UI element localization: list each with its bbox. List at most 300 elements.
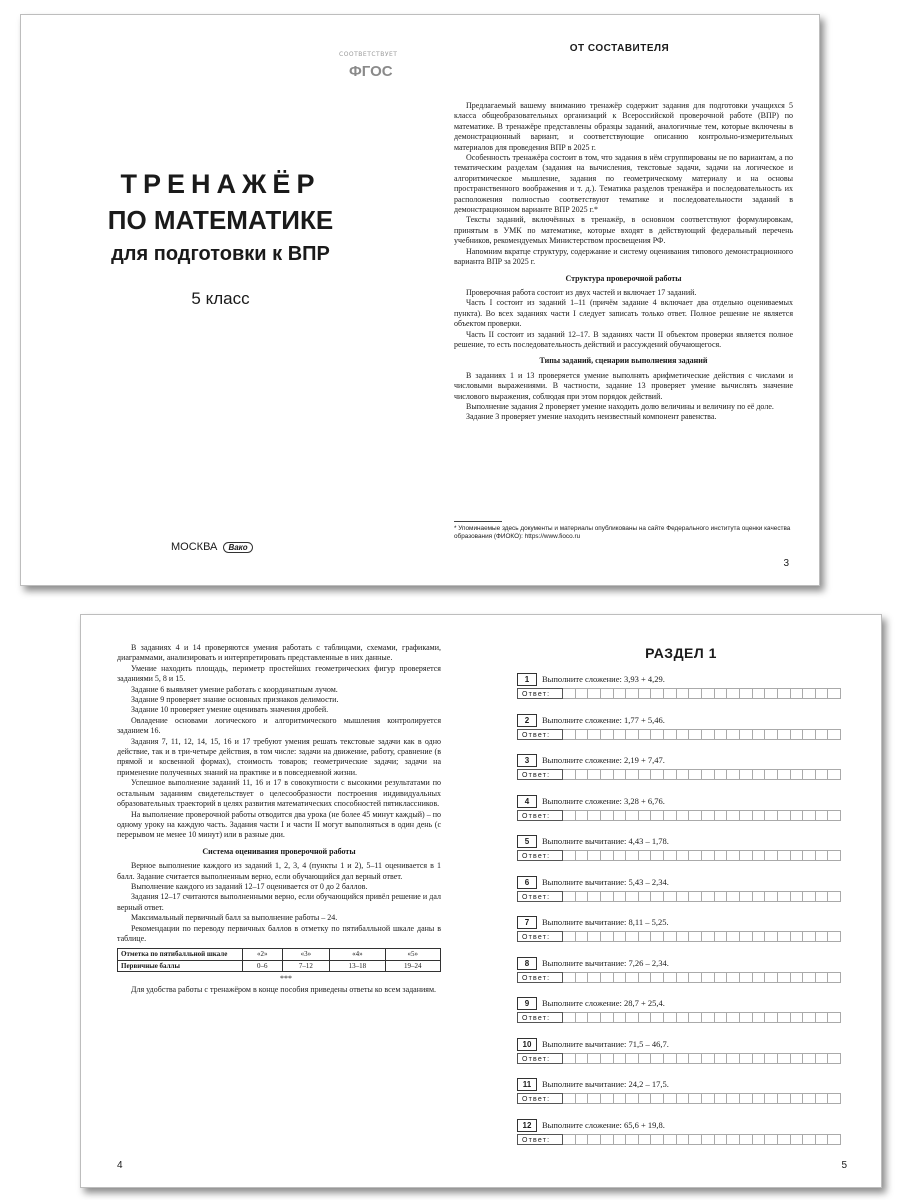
page4-paragraph: Для удобства работы с тренажёром в конце пособия приведены ответы ко всем заданиям.: [131, 984, 437, 994]
score-table-cell: 13–18: [330, 960, 385, 971]
publisher-logo: Вако: [223, 542, 252, 553]
answer-cell[interactable]: [689, 688, 702, 699]
answer-cell[interactable]: [677, 1053, 690, 1064]
answer-cell[interactable]: [639, 1093, 652, 1104]
answer-cell[interactable]: [715, 972, 728, 983]
answer-cell[interactable]: [816, 688, 829, 699]
answer-cell[interactable]: [727, 972, 740, 983]
answer-cell[interactable]: [563, 1093, 576, 1104]
answer-cell[interactable]: [765, 688, 778, 699]
answer-cell[interactable]: [651, 972, 664, 983]
answer-cell[interactable]: [601, 931, 614, 942]
answer-cell[interactable]: [765, 891, 778, 902]
answer-cell[interactable]: [588, 931, 601, 942]
answer-cell[interactable]: [626, 729, 639, 740]
answer-cell[interactable]: [664, 729, 677, 740]
answer-cell[interactable]: [715, 769, 728, 780]
answer-cell[interactable]: [601, 1012, 614, 1023]
answer-cell[interactable]: [563, 1053, 576, 1064]
answer-cell[interactable]: [727, 1012, 740, 1023]
answer-cell[interactable]: [740, 729, 753, 740]
answer-cell[interactable]: [588, 1134, 601, 1145]
task-item: [517, 795, 841, 831]
answer-cell[interactable]: [740, 1053, 753, 1064]
answer-cell[interactable]: [601, 729, 614, 740]
answer-cell[interactable]: [576, 891, 589, 902]
answer-cell[interactable]: [639, 688, 652, 699]
answer-cell[interactable]: [778, 1134, 791, 1145]
answer-cell[interactable]: [651, 1053, 664, 1064]
answer-cell[interactable]: [715, 1093, 728, 1104]
answer-cell[interactable]: [803, 931, 816, 942]
answer-cell[interactable]: [816, 1093, 829, 1104]
answer-cell[interactable]: [803, 729, 816, 740]
answer-cell[interactable]: [614, 850, 627, 861]
answer-cell[interactable]: [791, 769, 804, 780]
answer-cell[interactable]: [715, 1012, 728, 1023]
answer-cell[interactable]: [791, 931, 804, 942]
answer-cell[interactable]: [702, 850, 715, 861]
answer-cell[interactable]: [727, 688, 740, 699]
answer-cell[interactable]: [740, 810, 753, 821]
cover-title-math: ПО МАТЕМАТИКЕ: [107, 205, 334, 235]
answer-cell[interactable]: [677, 931, 690, 942]
answer-cell[interactable]: [689, 891, 702, 902]
answer-cell[interactable]: [778, 1012, 791, 1023]
answer-cell[interactable]: [778, 1053, 791, 1064]
answer-cell[interactable]: [828, 1093, 841, 1104]
score-table-label: Отметка по пятибалльной шкале: [118, 949, 243, 960]
answer-cell[interactable]: [753, 1053, 766, 1064]
answer-cell[interactable]: [563, 729, 576, 740]
answer-cell[interactable]: [601, 1093, 614, 1104]
answer-cell[interactable]: [576, 769, 589, 780]
cover-page: [21, 15, 420, 585]
answer-cell[interactable]: [651, 1012, 664, 1023]
answer-cell[interactable]: [664, 891, 677, 902]
answer-cell[interactable]: [753, 810, 766, 821]
answer-cell[interactable]: [614, 1012, 627, 1023]
answer-cell[interactable]: [740, 1134, 753, 1145]
answer-cell[interactable]: [677, 769, 690, 780]
answer-cell[interactable]: [689, 1093, 702, 1104]
answer-cell[interactable]: [601, 688, 614, 699]
answer-cell[interactable]: [727, 1134, 740, 1145]
answer-cell[interactable]: [816, 1134, 829, 1145]
answer-cell[interactable]: [740, 688, 753, 699]
answer-cell[interactable]: [765, 729, 778, 740]
answer-cell[interactable]: [689, 769, 702, 780]
answer-cell[interactable]: [727, 891, 740, 902]
answer-cell[interactable]: [576, 1093, 589, 1104]
answer-cell[interactable]: [753, 729, 766, 740]
answer-cell[interactable]: [614, 891, 627, 902]
task-text: Выполните сложение: 28,7 + 25,4.: [542, 998, 665, 1008]
answer-cell[interactable]: [803, 1012, 816, 1023]
answer-cell[interactable]: [677, 1012, 690, 1023]
answer-cell[interactable]: [651, 729, 664, 740]
answer-cell[interactable]: [803, 688, 816, 699]
answer-cell[interactable]: [614, 1053, 627, 1064]
answer-cell[interactable]: [778, 729, 791, 740]
answer-cell[interactable]: [740, 1012, 753, 1023]
answer-cell[interactable]: [702, 769, 715, 780]
answer-cell[interactable]: [601, 810, 614, 821]
answer-cell[interactable]: [816, 1053, 829, 1064]
answer-cell[interactable]: [588, 729, 601, 740]
answer-cell[interactable]: [651, 769, 664, 780]
answer-cell[interactable]: [740, 972, 753, 983]
answer-cell[interactable]: [803, 891, 816, 902]
answer-cell[interactable]: [727, 810, 740, 821]
answer-cell[interactable]: [727, 1053, 740, 1064]
answer-cell[interactable]: [563, 891, 576, 902]
answer-cell[interactable]: [689, 810, 702, 821]
answer-cell[interactable]: [588, 810, 601, 821]
answer-cell[interactable]: [791, 850, 804, 861]
answer-cell[interactable]: [588, 769, 601, 780]
answer-cell[interactable]: [715, 688, 728, 699]
answer-cell[interactable]: [803, 810, 816, 821]
answer-cell[interactable]: [626, 1053, 639, 1064]
answer-cell[interactable]: [778, 931, 791, 942]
answer-cell[interactable]: [563, 688, 576, 699]
answer-cell[interactable]: [828, 810, 841, 821]
answer-cell[interactable]: [677, 688, 690, 699]
answer-cell[interactable]: [765, 850, 778, 861]
answer-cell[interactable]: [563, 931, 576, 942]
answer-cell[interactable]: [588, 850, 601, 861]
answer-cell[interactable]: [702, 1053, 715, 1064]
answer-cell[interactable]: [664, 810, 677, 821]
answer-cell[interactable]: [576, 688, 589, 699]
answer-cell[interactable]: [740, 891, 753, 902]
answer-cell[interactable]: [803, 1093, 816, 1104]
publisher: [171, 541, 253, 553]
answer-cell[interactable]: [588, 972, 601, 983]
answer-cell[interactable]: [803, 769, 816, 780]
answer-cell[interactable]: [816, 850, 829, 861]
answer-cell[interactable]: [664, 972, 677, 983]
answer-cell[interactable]: [702, 688, 715, 699]
answer-cell[interactable]: [828, 931, 841, 942]
fgos-logo: [339, 51, 398, 91]
answer-cell[interactable]: [664, 850, 677, 861]
answer-cell[interactable]: [765, 1093, 778, 1104]
answer-cell[interactable]: [791, 1012, 804, 1023]
answer-cell[interactable]: [664, 1053, 677, 1064]
answer-label: Ответ:: [517, 1093, 563, 1104]
answer-cell[interactable]: [715, 850, 728, 861]
answer-row: [517, 972, 841, 983]
answer-cell[interactable]: [677, 1134, 690, 1145]
answer-cell[interactable]: [791, 1134, 804, 1145]
answer-cell[interactable]: [753, 891, 766, 902]
answer-cell[interactable]: [639, 1053, 652, 1064]
answer-label: Ответ:: [517, 1053, 563, 1064]
answer-cell[interactable]: [576, 1134, 589, 1145]
foreword-heading: ОТ СОСТАВИТЕЛЯ: [569, 43, 670, 54]
answer-cell[interactable]: [791, 1093, 804, 1104]
answer-cell[interactable]: [753, 931, 766, 942]
answer-cell[interactable]: [576, 850, 589, 861]
task-text: Выполните вычитание: 71,5 – 46,7.: [542, 1038, 669, 1049]
answer-cell[interactable]: [816, 769, 829, 780]
answer-cell[interactable]: [740, 850, 753, 861]
answer-cell[interactable]: [588, 1053, 601, 1064]
answer-cell[interactable]: [753, 850, 766, 861]
answer-cell[interactable]: [664, 688, 677, 699]
answer-cell[interactable]: [639, 931, 652, 942]
answer-cell[interactable]: [727, 850, 740, 861]
task-item: [517, 957, 841, 993]
answer-cell[interactable]: [664, 931, 677, 942]
answer-cell[interactable]: [576, 972, 589, 983]
answer-cell[interactable]: [664, 1093, 677, 1104]
answer-cell[interactable]: [651, 688, 664, 699]
answer-cell[interactable]: [702, 891, 715, 902]
answer-cell[interactable]: [715, 810, 728, 821]
answer-cell[interactable]: [677, 729, 690, 740]
answer-cell[interactable]: [588, 1093, 601, 1104]
answer-cell[interactable]: [614, 729, 627, 740]
task-number: 3: [517, 754, 537, 767]
answer-cell[interactable]: [651, 850, 664, 861]
answer-cell[interactable]: [753, 1134, 766, 1145]
answer-cell[interactable]: [626, 769, 639, 780]
task-number: 12: [517, 1119, 537, 1132]
answer-cell[interactable]: [791, 810, 804, 821]
answer-cell[interactable]: [601, 1053, 614, 1064]
answer-cell[interactable]: [563, 810, 576, 821]
answer-cell[interactable]: [753, 1093, 766, 1104]
answer-cell[interactable]: [601, 1134, 614, 1145]
answer-cell[interactable]: [740, 931, 753, 942]
answer-cell[interactable]: [715, 729, 728, 740]
answer-cell[interactable]: [702, 810, 715, 821]
task-item: [517, 1078, 841, 1114]
answer-cell[interactable]: [803, 1134, 816, 1145]
answer-cell[interactable]: [601, 972, 614, 983]
answer-cell[interactable]: [639, 850, 652, 861]
answer-cell[interactable]: [791, 891, 804, 902]
answer-cell[interactable]: [588, 891, 601, 902]
answer-cell[interactable]: [677, 810, 690, 821]
answer-cell[interactable]: [651, 1134, 664, 1145]
answer-cell[interactable]: [791, 688, 804, 699]
answer-cell[interactable]: [677, 891, 690, 902]
answer-cell[interactable]: [816, 810, 829, 821]
page-number-4: 4: [117, 1160, 123, 1171]
answer-cell[interactable]: [702, 1012, 715, 1023]
answer-cell[interactable]: [651, 810, 664, 821]
answer-cell[interactable]: [828, 729, 841, 740]
answer-cell[interactable]: [639, 972, 652, 983]
answer-cell[interactable]: [614, 1093, 627, 1104]
answer-cell[interactable]: [614, 1134, 627, 1145]
answer-cell[interactable]: [740, 1093, 753, 1104]
answer-cell[interactable]: [689, 972, 702, 983]
answer-row: [517, 688, 841, 699]
answer-cell[interactable]: [626, 810, 639, 821]
answer-cell[interactable]: [753, 688, 766, 699]
answer-cell[interactable]: [715, 891, 728, 902]
task-text: Выполните вычитание: 4,43 – 1,78.: [542, 836, 669, 846]
answer-cell[interactable]: [778, 1093, 791, 1104]
answer-label: Ответ:: [517, 1012, 563, 1023]
answer-cell[interactable]: [563, 972, 576, 983]
score-table-cell: 19–24: [385, 960, 440, 971]
answer-cell[interactable]: [816, 1012, 829, 1023]
answer-cell[interactable]: [816, 729, 829, 740]
answer-cell[interactable]: [828, 769, 841, 780]
answer-cell[interactable]: [727, 1093, 740, 1104]
answer-cell[interactable]: [626, 688, 639, 699]
answer-cell[interactable]: [639, 891, 652, 902]
answer-cell[interactable]: [689, 850, 702, 861]
answer-cell[interactable]: [626, 1093, 639, 1104]
answer-cell[interactable]: [765, 1134, 778, 1145]
answer-cell[interactable]: [614, 688, 627, 699]
answer-cell[interactable]: [626, 972, 639, 983]
answer-cell[interactable]: [639, 729, 652, 740]
answer-cell[interactable]: [576, 931, 589, 942]
answer-cell[interactable]: [828, 850, 841, 861]
answer-cell[interactable]: [626, 931, 639, 942]
answer-cell[interactable]: [601, 891, 614, 902]
answer-cell[interactable]: [677, 850, 690, 861]
answer-cell[interactable]: [816, 972, 829, 983]
answer-cell[interactable]: [702, 729, 715, 740]
answer-cell[interactable]: [639, 1134, 652, 1145]
answer-cell[interactable]: [601, 850, 614, 861]
answer-cell[interactable]: [601, 769, 614, 780]
page-number-3: 3: [783, 558, 789, 569]
answer-cell[interactable]: [677, 1093, 690, 1104]
answer-cell[interactable]: [828, 1134, 841, 1145]
answer-cell[interactable]: [765, 810, 778, 821]
answer-cell[interactable]: [651, 891, 664, 902]
answer-label: Ответ:: [517, 769, 563, 780]
section-title: РАЗДЕЛ 1: [645, 645, 717, 661]
answer-cell[interactable]: [828, 1012, 841, 1023]
answer-cell[interactable]: [563, 1134, 576, 1145]
page4-paragraph: Успешное выполнение заданий 11, 16 и 17 в совокупности с высокими результатами по остальным заданиям свидетельствует о целесообразности построения индивидуальных образовательных траекторий в целях развития математических способностей пятиклассников.: [117, 778, 441, 809]
answer-cell[interactable]: [727, 931, 740, 942]
answer-cell[interactable]: [614, 810, 627, 821]
answer-cell[interactable]: [727, 729, 740, 740]
page-number-5: 5: [841, 1160, 847, 1171]
answer-cell[interactable]: [702, 972, 715, 983]
answer-cell[interactable]: [765, 931, 778, 942]
answer-cell[interactable]: [626, 850, 639, 861]
answer-cell[interactable]: [689, 1053, 702, 1064]
answer-cell[interactable]: [563, 769, 576, 780]
answer-cell[interactable]: [639, 810, 652, 821]
answer-cell[interactable]: [588, 1012, 601, 1023]
answer-cell[interactable]: [791, 1053, 804, 1064]
answer-cell[interactable]: [816, 931, 829, 942]
answer-cell[interactable]: [702, 1093, 715, 1104]
answer-cell[interactable]: [791, 972, 804, 983]
answer-cell[interactable]: [778, 688, 791, 699]
answer-cell[interactable]: [626, 891, 639, 902]
answer-cell[interactable]: [664, 1012, 677, 1023]
answer-cell[interactable]: [651, 931, 664, 942]
answer-cell[interactable]: [715, 931, 728, 942]
answer-cell[interactable]: [778, 810, 791, 821]
answer-cell[interactable]: [664, 769, 677, 780]
answer-cell[interactable]: [689, 1134, 702, 1145]
answer-cell[interactable]: [651, 1093, 664, 1104]
answer-cell[interactable]: [588, 688, 601, 699]
answer-cell[interactable]: [828, 688, 841, 699]
answer-cell[interactable]: [765, 1012, 778, 1023]
answer-label: Ответ:: [517, 850, 563, 861]
answer-row: [517, 891, 841, 902]
answer-cell[interactable]: [702, 931, 715, 942]
foreword-paragraph: Напомним вкратце структуру, содержание и систему оценивания типового демонстрационного варианта ВПР за 2025 г.: [454, 246, 793, 267]
answer-cell[interactable]: [614, 769, 627, 780]
answer-cell[interactable]: [727, 769, 740, 780]
task-item: [517, 673, 841, 709]
answer-cell[interactable]: [753, 769, 766, 780]
answer-cell[interactable]: [702, 1134, 715, 1145]
answer-cell[interactable]: [689, 729, 702, 740]
answer-cell[interactable]: [576, 1053, 589, 1064]
answer-cell[interactable]: [803, 1053, 816, 1064]
foreword-subheading-structure: Структура проверочной работы: [565, 273, 682, 283]
answer-cell[interactable]: [828, 972, 841, 983]
answer-cell[interactable]: [576, 729, 589, 740]
score-table-label: Первичные баллы: [118, 960, 243, 971]
answer-cell[interactable]: [639, 1012, 652, 1023]
answer-cell[interactable]: [816, 891, 829, 902]
answer-cell[interactable]: [778, 850, 791, 861]
answer-cell[interactable]: [626, 1012, 639, 1023]
answer-cell[interactable]: [740, 769, 753, 780]
answer-cell[interactable]: [765, 769, 778, 780]
answer-cell[interactable]: [664, 1134, 677, 1145]
answer-cell[interactable]: [765, 1053, 778, 1064]
answer-cell[interactable]: [563, 850, 576, 861]
answer-cell[interactable]: [576, 810, 589, 821]
answer-cell[interactable]: [791, 729, 804, 740]
answer-cell[interactable]: [563, 1012, 576, 1023]
answer-cell[interactable]: [689, 1012, 702, 1023]
answer-cell[interactable]: [614, 931, 627, 942]
answer-cell[interactable]: [828, 1053, 841, 1064]
answer-cell[interactable]: [828, 891, 841, 902]
answer-cell[interactable]: [639, 769, 652, 780]
answer-cell[interactable]: [614, 972, 627, 983]
answer-cell[interactable]: [753, 1012, 766, 1023]
answer-cell[interactable]: [778, 891, 791, 902]
answer-cell[interactable]: [765, 972, 778, 983]
answer-cell[interactable]: [626, 1134, 639, 1145]
answer-cell[interactable]: [715, 1053, 728, 1064]
answer-cell[interactable]: [677, 972, 690, 983]
answer-cell[interactable]: [753, 972, 766, 983]
answer-cell[interactable]: [715, 1134, 728, 1145]
answer-cell[interactable]: [576, 1012, 589, 1023]
page4-paragraph: Задания 7, 11, 12, 14, 15, 16 и 17 требуют умения решать текстовые задачи как в одно действие, так и в три-четыре действия, в том числе: задачи на движение, работу, сравнение (в прямой и косвенной формах), стоимость товаров; геометрические задачи; задачи на применение полученных знаний на практике и в повседневной жизни.: [117, 736, 441, 777]
answer-cell[interactable]: [778, 972, 791, 983]
answer-cell[interactable]: [778, 769, 791, 780]
answer-cell[interactable]: [803, 972, 816, 983]
answer-cell[interactable]: [803, 850, 816, 861]
answer-cell[interactable]: [689, 931, 702, 942]
